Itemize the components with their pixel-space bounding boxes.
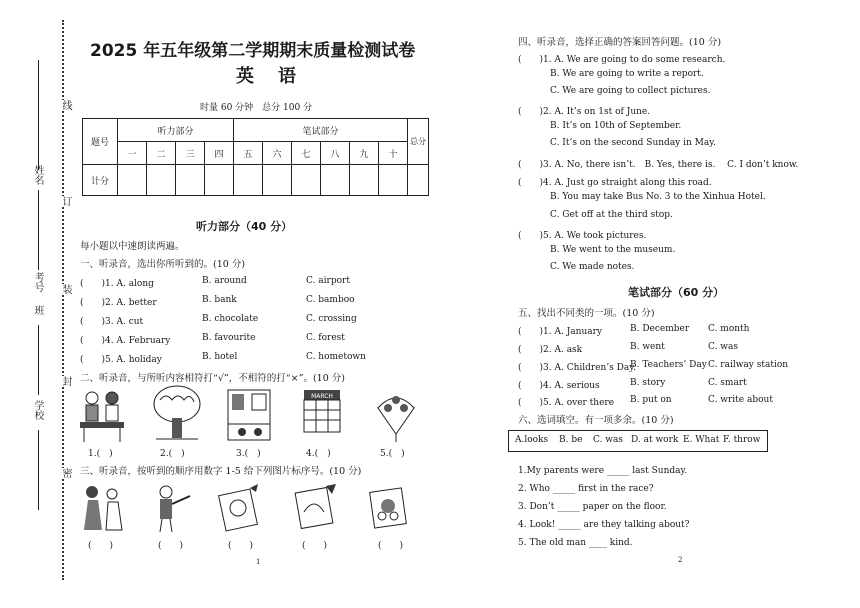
binding-mark-seal: 封: [60, 376, 71, 386]
word-option: E. What: [683, 435, 720, 445]
picture-calendar: [300, 388, 344, 442]
score-cell[interactable]: [350, 165, 379, 196]
score-cell[interactable]: [205, 165, 234, 196]
section-5-heading: 五、找出不同类的一项。(10 分): [518, 308, 655, 319]
exam-subject: 英语: [236, 66, 320, 87]
score-cell[interactable]: [147, 165, 176, 196]
listening-header: 听力部分: [118, 119, 234, 142]
sec3-answer-4[interactable]: ( ): [302, 541, 328, 551]
sec2-answer-4[interactable]: 4.( ): [306, 449, 331, 459]
binding-mark-pack: 装: [60, 284, 71, 294]
score-cell[interactable]: [234, 165, 263, 196]
sec2-answer-2[interactable]: 2.( ): [160, 449, 185, 459]
calendar-month-text: MARCH: [311, 393, 333, 400]
score-cell[interactable]: [292, 165, 321, 196]
listening-heading: 听力部分（40 分）: [196, 220, 293, 233]
word-option: B. be: [559, 435, 583, 445]
writing-header: 笔试部分: [234, 119, 408, 142]
score-cell[interactable]: [379, 165, 408, 196]
sec3-answer-5[interactable]: ( ): [378, 541, 404, 551]
picture-boys-at-desk: [80, 388, 124, 442]
sec3-answer-3[interactable]: ( ): [228, 541, 254, 551]
score-cell[interactable]: [321, 165, 350, 196]
score-table: 题号 听力部分 笔试部分 总分 一 二 三 四 五 六 七 八 九 十 计分: [82, 118, 429, 196]
picture-family: [80, 482, 126, 532]
binding-mark-line: 线: [60, 100, 71, 110]
binding-strip: [0, 0, 72, 608]
topic-number-header: 题号: [83, 119, 118, 165]
picture-drawing-1: [216, 482, 262, 532]
section-4-heading: 四、听录音，选择正确的答案回答问题。(10 分): [518, 37, 722, 48]
picture-street: [226, 388, 272, 442]
binding-mark-bind: 订: [60, 196, 71, 206]
word-bank: [508, 430, 768, 452]
sec2-answer-5[interactable]: 5.( ): [380, 449, 405, 459]
score-cell[interactable]: [118, 165, 147, 196]
sec3-answer-2[interactable]: ( ): [158, 541, 184, 551]
score-row-label: 计分: [83, 165, 118, 196]
seat-number-label: 考号: [32, 272, 43, 292]
word-option: D. at work: [631, 435, 679, 445]
score-cell[interactable]: [263, 165, 292, 196]
section-2-heading: 二、听录音，与所听内容相符打“√”，不相符的打“×”。(10 分): [80, 373, 345, 384]
school-label: 学校: [32, 400, 43, 420]
word-option: A.looks: [515, 435, 549, 445]
sec3-answer-1[interactable]: ( ): [88, 541, 114, 551]
word-option: C. was: [593, 435, 623, 445]
picture-drawing-3: [366, 482, 412, 532]
listening-note: 每小题以中速朗读两遍。: [80, 241, 185, 252]
writing-heading: 笔试部分（60 分）: [628, 286, 725, 299]
binding-mark-secret: 密: [60, 468, 71, 478]
score-cell[interactable]: [176, 165, 205, 196]
section-1-heading: 一、听录音，选出你所听到的。(10 分): [80, 259, 246, 270]
class-label: 班: [32, 305, 43, 315]
picture-tree: [152, 384, 202, 442]
picture-flower-fan: [374, 388, 418, 442]
exam-meta: 时量 60 分钟 总分 100 分: [200, 103, 313, 113]
picture-pointing: [150, 482, 196, 532]
total-header: 总分: [408, 119, 429, 165]
score-cell[interactable]: [408, 165, 429, 196]
section-3-heading: 三、听录音，按听到的顺序用数字 1-5 给下列图片标序号。(10 分): [80, 466, 362, 477]
exam-title: 2025 年五年级第二学期期末质量检测试卷: [90, 41, 416, 61]
page-number-1: 1: [256, 558, 261, 566]
sec2-answer-3[interactable]: 3.( ): [236, 449, 261, 459]
picture-drawing-2: [292, 482, 338, 532]
section-6-heading: 六、选词填空。有一项多余。(10 分): [518, 415, 674, 426]
page-number-2: 2: [678, 556, 683, 564]
sec2-answer-1[interactable]: 1.( ): [88, 449, 113, 459]
word-option: F. throw: [723, 435, 761, 445]
name-label: 姓名: [32, 165, 43, 185]
